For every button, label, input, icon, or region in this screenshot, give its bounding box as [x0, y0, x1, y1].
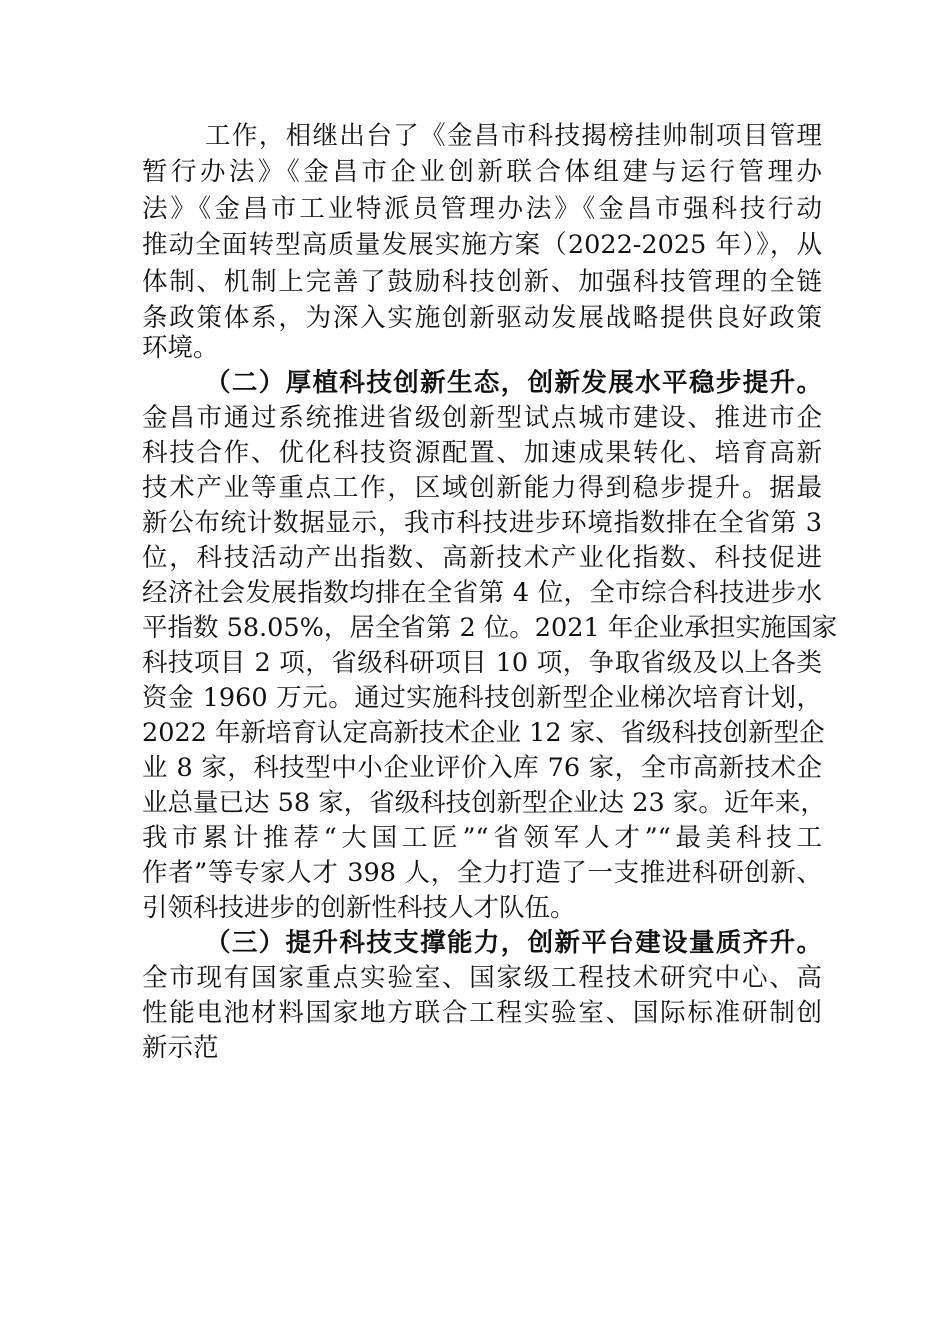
paragraph-2-line-3: 科技合作、优化科技资源配置、加速成果转化、培育高新 [142, 438, 822, 468]
section-heading-3: （三）提升科技支撑能力，创新平台建设量质齐升。 [205, 928, 822, 958]
paragraph-2-line-2: 金昌市通过系统推进省级创新型试点城市建设、推进市企 [142, 403, 822, 433]
paragraph-2-line-16: 引领科技进步的创新性科技人才队伍。 [142, 893, 576, 923]
paragraph-2-line-5: 新公布统计数据显示，我市科技进步环境指数排在全省第 3 [142, 508, 822, 538]
section-heading-2: （二）厚植科技创新生态，创新发展水平稳步提升。 [205, 368, 822, 398]
paragraph-2-line-6: 位，科技活动产出指数、高新技术产业化指数、科技促进 [142, 543, 822, 573]
paragraph-1-line-7: 环境。 [142, 333, 219, 363]
paragraph-2-line-12: 业 8 家，科技型中小企业评价入库 76 家，全市高新技术企 [142, 753, 822, 783]
paragraph-2-line-10: 资金 1960 万元。通过实施科技创新型企业梯次培育计划， [142, 683, 822, 713]
paragraph-2-line-11: 2022 年新培育认定高新技术企业 12 家、省级科技创新型企 [142, 718, 825, 748]
paragraph-2-line-9: 科技项目 2 项，省级科研项目 10 项，争取省级及以上各类 [142, 648, 822, 678]
paragraph-2-line-15: 作者”等专家人才 398 人，全力打造了一支推进科研创新、 [142, 858, 822, 888]
paragraph-2-line-7: 经济社会发展指数均排在全省第 4 位，全市综合科技进步水 [142, 578, 822, 608]
paragraph-2-line-13: 业总量已达 58 家，省级科技创新型企业达 23 家。近年来， [142, 788, 826, 818]
paragraph-2-line-4: 技术产业等重点工作，区域创新能力得到稳步提升。据最 [142, 473, 822, 503]
paragraph-1-line-1: 工作，相继出台了《金昌市科技揭榜挂帅制项目管理 [205, 121, 822, 151]
paragraph-3-line-2: 全市现有国家重点实验室、国家级工程技术研究中心、高 [142, 963, 822, 993]
paragraph-3-line-4: 新示范 [142, 1033, 219, 1063]
paragraph-2-line-14: 我市累计推荐“大国工匠”“省领军人才”“最美科技工 [142, 823, 822, 853]
paragraph-1-line-4: 推动全面转型高质量发展实施方案（2022-2025 年）》，从 [142, 230, 822, 260]
paragraph-1-line-3: 法》《金昌市工业特派员管理办法》《金昌市强科技行动 [142, 194, 822, 224]
paragraph-1-line-6: 条政策体系，为深入实施创新驱动发展战略提供良好政策 [142, 303, 822, 333]
paragraph-1-line-5: 体制、机制上完善了鼓励科技创新、加强科技管理的全链 [142, 267, 822, 297]
paragraph-3-line-3: 性能电池材料国家地方联合工程实验室、国际标准研制创 [142, 998, 822, 1028]
paragraph-2-line-8: 平指数 58.05%，居全省第 2 位。2021 年企业承担实施国家 [142, 613, 838, 643]
paragraph-1-line-2: 暂行办法》《金昌市企业创新联合体组建与运行管理办 [142, 157, 822, 187]
